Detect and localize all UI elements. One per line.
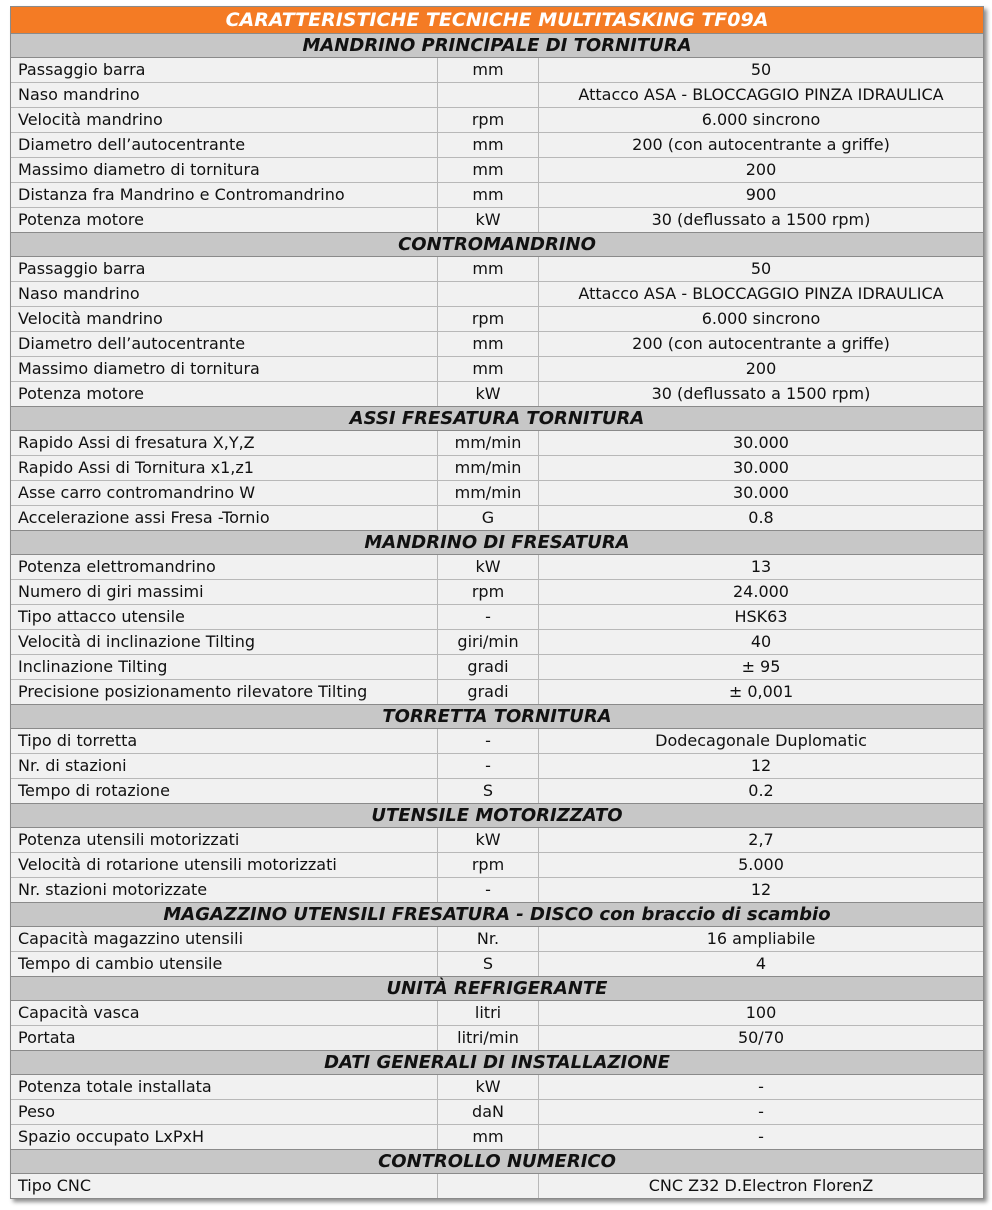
spec-label: Peso (11, 1100, 438, 1124)
spec-unit: rpm (438, 307, 539, 331)
spec-row (11, 58, 983, 83)
spec-unit: litri/min (438, 1026, 539, 1050)
spec-unit: - (438, 754, 539, 778)
section-header: CONTROLLO NUMERICO (11, 1149, 983, 1174)
spec-value: 200 (con autocentrante a griffe) (632, 135, 890, 154)
spec-unit: mm/min (438, 481, 539, 505)
spec-label: Distanza fra Mandrino e Contromandrino (11, 183, 438, 207)
spec-label: Passaggio barra (11, 58, 438, 82)
spec-section (11, 803, 983, 902)
spec-row (11, 853, 983, 878)
spec-row (11, 158, 983, 183)
spec-unit: G (438, 506, 539, 530)
spec-row (11, 754, 983, 779)
spec-unit: gradi (438, 680, 539, 704)
spec-section (11, 704, 983, 803)
spec-row (11, 1174, 983, 1198)
spec-unit (438, 83, 539, 107)
spec-row (11, 357, 983, 382)
spec-value: 2,7 (748, 830, 774, 849)
spec-label: Naso mandrino (11, 282, 438, 306)
spec-row (11, 605, 983, 630)
section-header: UTENSILE MOTORIZZATO (11, 803, 983, 828)
section-header: MAGAZZINO UTENSILI FRESATURA - DISCO con braccio di scambio (11, 902, 983, 927)
spec-unit: Nr. (438, 927, 539, 951)
spec-label: Nr. di stazioni (11, 754, 438, 778)
spec-unit: mm (438, 332, 539, 356)
spec-unit: mm (438, 257, 539, 281)
spec-value: 200 (745, 359, 777, 378)
spec-unit: S (438, 779, 539, 803)
spec-label: Velocità mandrino (11, 108, 438, 132)
spec-label: Velocità di inclinazione Tilting (11, 630, 438, 654)
spec-unit: mm/min (438, 456, 539, 480)
spec-label: Portata (11, 1026, 438, 1050)
spec-row (11, 506, 983, 530)
spec-section (11, 1149, 983, 1198)
spec-unit: rpm (438, 108, 539, 132)
spec-sections (11, 34, 983, 1198)
spec-row (11, 555, 983, 580)
spec-label: Velocità di rotarione utensili motorizzati (11, 853, 438, 877)
spec-unit: - (438, 605, 539, 629)
spec-value: - (758, 1127, 764, 1146)
spec-unit: giri/min (438, 630, 539, 654)
spec-section (11, 530, 983, 704)
spec-unit: kW (438, 555, 539, 579)
section-header: TORRETTA TORNITURA (11, 704, 983, 729)
spec-value: 200 (con autocentrante a griffe) (632, 334, 890, 353)
spec-value: 200 (745, 160, 777, 179)
spec-value: 50 (750, 60, 772, 79)
spec-row (11, 208, 983, 232)
spec-unit: mm (438, 183, 539, 207)
spec-label: Potenza utensili motorizzati (11, 828, 438, 852)
spec-unit: rpm (438, 853, 539, 877)
spec-label: Tipo CNC (11, 1174, 438, 1198)
spec-value: 900 (745, 185, 777, 204)
spec-row (11, 282, 983, 307)
spec-row (11, 382, 983, 406)
spec-unit: litri (438, 1001, 539, 1025)
spec-row (11, 828, 983, 853)
spec-label: Massimo diametro di tornitura (11, 357, 438, 381)
spec-unit: kW (438, 208, 539, 232)
spec-value: ± 95 (741, 657, 781, 676)
spec-value: 30.000 (733, 483, 789, 502)
spec-section (11, 406, 983, 530)
spec-label: Tempo di cambio utensile (11, 952, 438, 976)
spec-section (11, 34, 983, 232)
spec-label: Spazio occupato LxPxH (11, 1125, 438, 1149)
section-header: CONTROMANDRINO (11, 232, 983, 257)
spec-row (11, 332, 983, 357)
spec-sheet (10, 6, 984, 1199)
spec-value: Dodecagonale Duplomatic (655, 731, 867, 750)
spec-value: 6.000 sincrono (701, 110, 821, 129)
spec-row (11, 481, 983, 506)
spec-label: Potenza motore (11, 382, 438, 406)
spec-unit: mm (438, 133, 539, 157)
spec-label: Accelerazione assi Fresa -Tornio (11, 506, 438, 530)
spec-label: Rapido Assi di Tornitura x1,z1 (11, 456, 438, 480)
spec-section (11, 902, 983, 976)
spec-row (11, 927, 983, 952)
spec-value: 30.000 (733, 458, 789, 477)
spec-row (11, 580, 983, 605)
spec-value: 100 (745, 1003, 777, 1022)
spec-row (11, 1026, 983, 1050)
spec-unit: mm (438, 58, 539, 82)
spec-label: Potenza motore (11, 208, 438, 232)
spec-unit: daN (438, 1100, 539, 1124)
spec-unit (438, 1174, 539, 1198)
spec-label: Tipo di torretta (11, 729, 438, 753)
spec-row (11, 1125, 983, 1149)
section-header: ASSI FRESATURA TORNITURA (11, 406, 983, 431)
spec-label: Potenza elettromandrino (11, 555, 438, 579)
spec-label: Capacità vasca (11, 1001, 438, 1025)
spec-label: Diametro dell’autocentrante (11, 332, 438, 356)
spec-value: 0.8 (748, 508, 774, 527)
spec-row (11, 431, 983, 456)
spec-unit: kW (438, 382, 539, 406)
spec-section (11, 976, 983, 1050)
spec-unit: mm (438, 357, 539, 381)
spec-label: Capacità magazzino utensili (11, 927, 438, 951)
spec-unit: kW (438, 1075, 539, 1099)
spec-value: 16 ampliabile (706, 929, 816, 948)
spec-value: ± 0,001 (728, 682, 794, 701)
spec-value: 40 (750, 632, 772, 651)
spec-label: Nr. stazioni motorizzate (11, 878, 438, 902)
section-header: MANDRINO DI FRESATURA (11, 530, 983, 555)
spec-label: Passaggio barra (11, 257, 438, 281)
spec-value: 12 (750, 880, 772, 899)
spec-unit: rpm (438, 580, 539, 604)
spec-value: - (758, 1077, 764, 1096)
spec-row (11, 108, 983, 133)
spec-value: Attacco ASA - BLOCCAGGIO PINZA IDRAULICA (578, 85, 944, 104)
spec-unit: gradi (438, 655, 539, 679)
spec-value: 50 (750, 259, 772, 278)
spec-unit: kW (438, 828, 539, 852)
spec-row (11, 680, 983, 704)
sheet-title: CARATTERISTICHE TECNICHE MULTITASKING TF09A (11, 7, 983, 34)
spec-value: 30.000 (733, 433, 789, 452)
spec-value: 0.2 (748, 781, 774, 800)
spec-value: 4 (755, 954, 767, 973)
spec-label: Precisione posizionamento rilevatore Tilting (11, 680, 438, 704)
spec-row (11, 83, 983, 108)
spec-unit: - (438, 729, 539, 753)
spec-label: Rapido Assi di fresatura X,Y,Z (11, 431, 438, 455)
spec-row (11, 257, 983, 282)
spec-section (11, 1050, 983, 1149)
spec-label: Potenza totale installata (11, 1075, 438, 1099)
spec-label: Tempo di rotazione (11, 779, 438, 803)
spec-value: HSK63 (734, 607, 788, 626)
spec-row (11, 952, 983, 976)
spec-value: 5.000 (738, 855, 784, 874)
spec-row (11, 307, 983, 332)
spec-row (11, 133, 983, 158)
section-header: UNITÀ REFRIGERANTE (11, 976, 983, 1001)
spec-unit: mm (438, 1125, 539, 1149)
spec-row (11, 655, 983, 680)
spec-value: 12 (750, 756, 772, 775)
spec-label: Velocità mandrino (11, 307, 438, 331)
spec-row (11, 1075, 983, 1100)
spec-unit: S (438, 952, 539, 976)
spec-value: 24.000 (733, 582, 789, 601)
spec-label: Inclinazione Tilting (11, 655, 438, 679)
spec-label: Tipo attacco utensile (11, 605, 438, 629)
spec-row (11, 630, 983, 655)
spec-value: CNC Z32 D.Electron FlorenZ (648, 1176, 874, 1195)
spec-unit: - (438, 878, 539, 902)
section-header: MANDRINO PRINCIPALE DI TORNITURA (11, 34, 983, 58)
spec-value: 6.000 sincrono (701, 309, 821, 328)
spec-value: - (758, 1102, 764, 1121)
spec-row (11, 183, 983, 208)
spec-value: 30 (deflussato a 1500 rpm) (651, 210, 871, 229)
section-header: DATI GENERALI DI INSTALLAZIONE (11, 1050, 983, 1075)
spec-row (11, 729, 983, 754)
spec-row (11, 456, 983, 481)
spec-unit: mm (438, 158, 539, 182)
spec-section (11, 232, 983, 406)
spec-row (11, 1100, 983, 1125)
spec-label: Massimo diametro di tornitura (11, 158, 438, 182)
spec-row (11, 1001, 983, 1026)
spec-row (11, 779, 983, 803)
spec-label: Naso mandrino (11, 83, 438, 107)
spec-label: Diametro dell’autocentrante (11, 133, 438, 157)
spec-row (11, 878, 983, 902)
spec-value: 50/70 (737, 1028, 785, 1047)
spec-unit (438, 282, 539, 306)
spec-label: Asse carro contromandrino W (11, 481, 438, 505)
spec-value: Attacco ASA - BLOCCAGGIO PINZA IDRAULICA (578, 284, 944, 303)
spec-value: 13 (750, 557, 772, 576)
spec-unit: mm/min (438, 431, 539, 455)
spec-value: 30 (deflussato a 1500 rpm) (651, 384, 871, 403)
spec-label: Numero di giri massimi (11, 580, 438, 604)
